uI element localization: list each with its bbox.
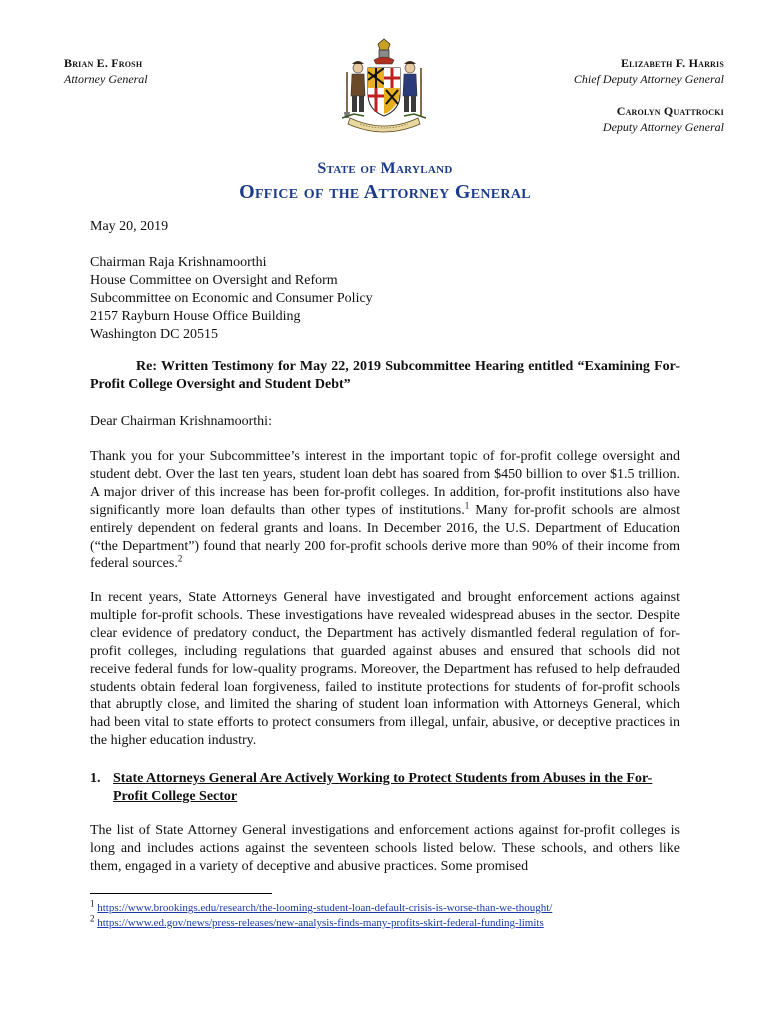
paragraph-1 xyxy=(90,448,680,573)
recipient-line: Subcommittee on Economic and Consumer Policy xyxy=(90,290,373,306)
recipient-address xyxy=(90,254,680,344)
paragraph-2-text: In recent years, State Attorneys General have investigated and brought enforcement actions against multiple for-profit schools. These investigations have revealed widespread abuses in the sector. Despite clear evidence of predatory conduct, the Department has actively dismantled federal regulation of for-profit colleges, including regulations that guarded against abuses and ensured that schools did not receive federal funds for low-quality programs. Moreover, the Department has refused to help defrauded students obtain federal loan forgiveness, failed to institute protections for students of for-profit schools that abruptly close, and limited the sharing of student loan information with Attorneys General, which had been vital to state efforts to protect consumers from illegal, unfair, abusive, or deceptive practices in the higher education industry. xyxy=(90,590,680,749)
footnote-mark: 2 xyxy=(90,913,95,924)
attorney-general-block xyxy=(64,55,148,87)
re-line xyxy=(90,358,680,394)
footnote-1-link[interactable]: https://www.brookings.edu/research/the-looming-student-loan-default-crisis-is-worse-than-we-thought/ xyxy=(97,902,553,914)
chief-deputy-name: Elizabeth F. Harris xyxy=(620,56,724,70)
attorney-general-title: Attorney General xyxy=(64,72,148,86)
section-1-heading xyxy=(90,770,680,806)
footnote-2 xyxy=(90,913,690,930)
paragraph-1-part-a: Thank you for your Subcommittee’s interest in the important topic of for-profit college oversight and student debt. Over the last ten years, student loan debt has soared from $450 billion to over $1.5 trillion. A major driver of this increase has been for-profit colleges. In addition, for-profit institutions also have significantly more loan defaults than other types of institutions. xyxy=(90,449,680,518)
letter-date: May 20, 2019 xyxy=(90,219,169,234)
deputy-name: Carolyn Quattrocki xyxy=(616,104,724,118)
section-number: 1. xyxy=(90,771,101,786)
re-text: Re: Written Testimony for May 22, 2019 Subcommittee Hearing entitled “Examining For-Profit College Oversight and Student Debt” xyxy=(90,359,680,392)
chief-deputy-title: Chief Deputy Attorney General xyxy=(573,72,724,86)
recipient-line: Chairman Raja Krishnamoorthi xyxy=(90,255,267,270)
footnote-ref-2[interactable]: 2 xyxy=(177,553,183,564)
deputies-block xyxy=(574,55,724,135)
attorney-general-name: Brian E. Frosh xyxy=(64,56,143,70)
paragraph-1-part-b: Many for-profit schools are almost entirely dependent on federal grants and loans. In December 2016, the U.S. Department of Education (“the Department”) found that nearly 200 for-profit schools derive more than 90% of their income from federal sources. xyxy=(90,502,680,572)
letterhead-office: Office of the Attorney General xyxy=(239,181,531,203)
header-spacer xyxy=(574,87,724,103)
paragraph-3 xyxy=(90,822,680,876)
footnote-divider xyxy=(90,893,272,894)
section-title: State Attorneys General Are Actively Working to Protect Students from Abuses in the For-Profit College Sector xyxy=(113,771,653,804)
recipient-line: 2157 Rayburn House Office Building xyxy=(90,308,301,324)
footnote-ref-1[interactable]: 1 xyxy=(464,500,470,511)
paragraph-2 xyxy=(90,589,680,750)
footnote-1 xyxy=(90,898,690,915)
paragraph-3-text: The list of State Attorney General investigations and enforcement actions against for-profit colleges is long and includes actions against the seventeen schools listed below. These schools, and others like them, engaged in a variety of deceptive and abusive practices. Some promised xyxy=(90,823,680,874)
maryland-great-seal-icon xyxy=(334,38,434,138)
deputy-title: Deputy Attorney General xyxy=(602,120,724,134)
recipient-line: House Committee on Oversight and Reform xyxy=(90,272,338,288)
footnote-mark: 1 xyxy=(90,898,95,909)
salutation: Dear Chairman Krishnamoorthi: xyxy=(90,414,272,429)
recipient-line: Washington DC 20515 xyxy=(90,326,218,342)
footnote-2-link[interactable]: https://www.ed.gov/news/press-releases/new-analysis-finds-many-profits-skirt-federal-funding-limits xyxy=(97,917,544,929)
letterhead-state: State of Maryland xyxy=(317,160,453,177)
